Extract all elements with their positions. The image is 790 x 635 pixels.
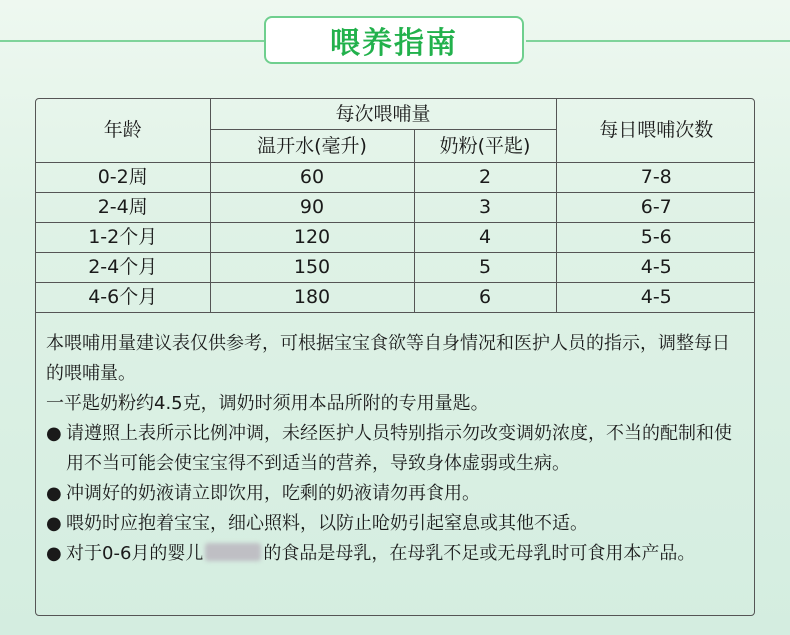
header-times: 每日喂哺次数 (556, 99, 755, 163)
cell-water: 120 (210, 223, 414, 253)
cell-powder: 6 (414, 283, 556, 313)
cell-times: 4-5 (556, 253, 755, 283)
note-bullet (46, 539, 746, 569)
cell-powder: 2 (414, 163, 556, 193)
cell-age: 2-4个月 (36, 253, 210, 283)
header-line-right (526, 40, 790, 42)
note-paragraph: 一平匙奶粉约4.5克，调奶时须用本品所附的专用量匙。 (46, 393, 489, 414)
notes-section (46, 329, 746, 569)
cell-powder: 5 (414, 253, 556, 283)
bullet-dot-icon: ● (46, 543, 62, 564)
bullet-text (66, 539, 746, 569)
bullet-text-after: 的食品是母乳，在母乳不足或无母乳时可食用本产品。 (263, 543, 696, 564)
cell-water: 180 (210, 283, 414, 313)
header-water: 温开水(毫升) (210, 130, 414, 163)
bullet-text-before: 对于0-6月的婴儿 (66, 543, 204, 564)
table-row (36, 163, 755, 193)
title-box (264, 16, 524, 64)
cell-age: 4-6个月 (36, 283, 210, 313)
cell-water: 60 (210, 163, 414, 193)
cell-times: 6-7 (556, 193, 755, 223)
cell-age: 1-2个月 (36, 223, 210, 253)
cell-age: 0-2周 (36, 163, 210, 193)
note-bullet (46, 479, 746, 509)
header-amount: 每次喂哺量 (210, 99, 556, 130)
table-row (36, 283, 755, 313)
table-row (36, 223, 755, 253)
cell-times: 5-6 (556, 223, 755, 253)
header-line-left (0, 40, 264, 42)
blurred-text-redaction (205, 543, 261, 561)
cell-water: 90 (210, 193, 414, 223)
cell-water: 150 (210, 253, 414, 283)
cell-times: 7-8 (556, 163, 755, 193)
feeding-guide-panel (35, 98, 755, 616)
bullet-dot-icon: ● (46, 513, 62, 534)
note-bullet (46, 509, 746, 539)
bullet-text: 喂奶时应抱着宝宝，细心照料，以防止呛奶引起窒息或其他不适。 (66, 513, 588, 534)
bullet-dot-icon: ● (46, 483, 62, 504)
header-age: 年龄 (36, 99, 210, 163)
feeding-table (36, 99, 755, 313)
table-row (36, 193, 755, 223)
page-title: 喂养指南 (330, 26, 458, 61)
note-bullet (46, 419, 746, 479)
bullet-text: 冲调好的奶液请立即饮用，吃剩的奶液请勿再食用。 (66, 483, 480, 504)
cell-powder: 4 (414, 223, 556, 253)
bullet-dot-icon: ● (46, 423, 62, 444)
cell-powder: 3 (414, 193, 556, 223)
cell-age: 2-4周 (36, 193, 210, 223)
note-paragraph: 本喂哺用量建议表仅供参考，可根据宝宝食欲等自身情况和医护人员的指示，调整每日的喂哺量。 (46, 333, 730, 384)
header-powder: 奶粉(平匙) (414, 130, 556, 163)
bullet-text: 请遵照上表所示比例冲调，未经医护人员特别指示勿改变调奶浓度，不当的配制和使用不当可能会使宝宝得不到适当的营养，导致身体虚弱或生病。 (66, 423, 732, 474)
cell-times: 4-5 (556, 283, 755, 313)
table-row (36, 253, 755, 283)
